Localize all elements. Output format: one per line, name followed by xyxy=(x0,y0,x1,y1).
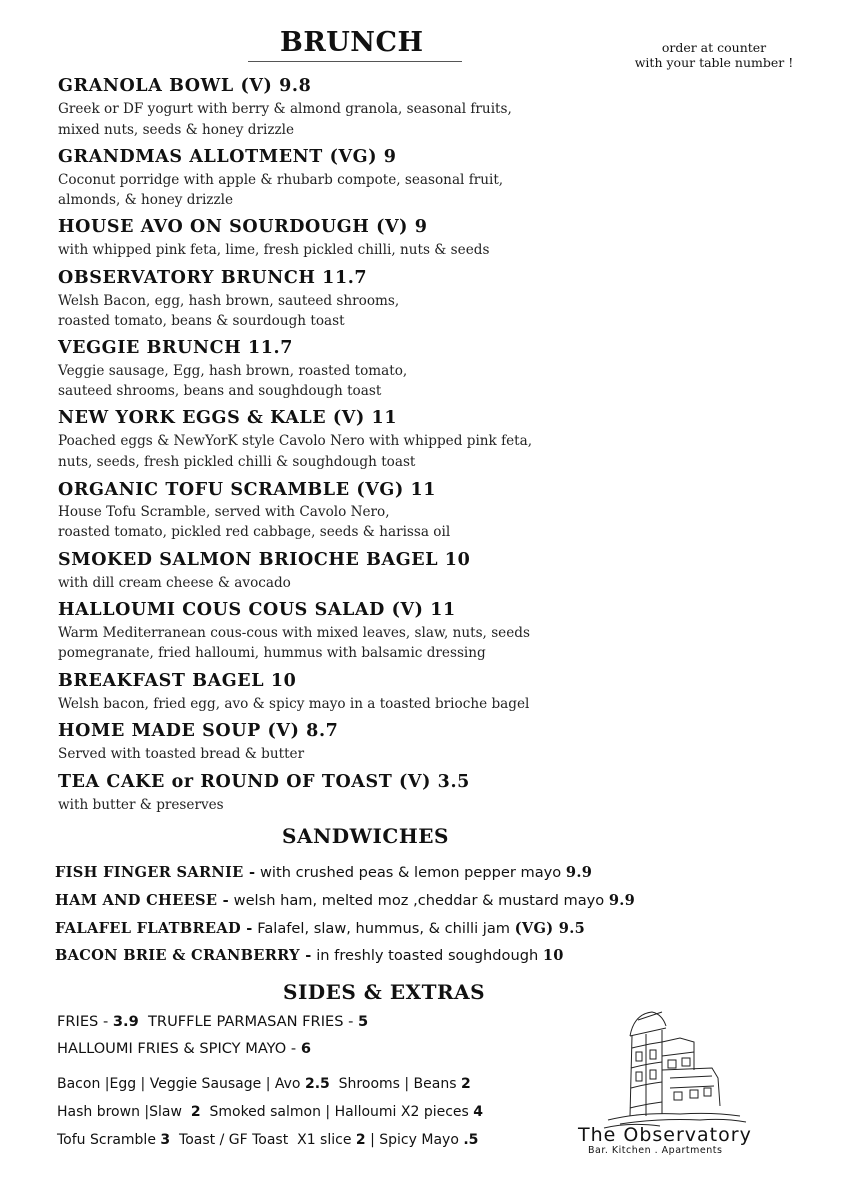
extra-price: .5 xyxy=(463,1132,479,1148)
side-label: FRIES - xyxy=(57,1013,113,1030)
item-name: VEGGIE BRUNCH 11.7 xyxy=(58,338,293,358)
item-desc: with butter & preserves xyxy=(58,797,224,813)
item-name: GRANDMAS ALLOTMENT (VG) 9 xyxy=(58,147,397,167)
order-note xyxy=(614,40,814,70)
logo-name: The Observatory xyxy=(578,1124,752,1146)
sandwich-tag: (VG) xyxy=(514,920,554,937)
sandwich-name: FALAFEL FLATBREAD - xyxy=(55,920,253,937)
item-desc: with whipped pink feta, lime, fresh pickled chilli, nuts & seeds xyxy=(58,242,490,258)
item-desc: House Tofu Scramble, served with Cavolo Nero, xyxy=(58,504,390,520)
extra-label: Bacon |Egg | Veggie Sausage | Avo xyxy=(57,1076,305,1092)
side-price: 3.9 xyxy=(112,1013,139,1030)
item-desc: roasted tomato, pickled red cabbage, seeds & harissa oil xyxy=(58,524,451,540)
sandwiches-title: SANDWICHES xyxy=(282,824,449,848)
extra-price: 4 xyxy=(473,1104,484,1120)
sandwich-price: 9.9 xyxy=(608,892,636,909)
item-desc: Veggie sausage, Egg, hash brown, roasted tomato, xyxy=(58,363,408,379)
extra-label: Toast / GF Toast X1 slice xyxy=(170,1132,356,1148)
item-desc: roasted tomato, beans & sourdough toast xyxy=(58,313,345,329)
item-desc: Warm Mediterranean cous-cous with mixed leaves, slaw, nuts, seeds xyxy=(58,625,530,641)
page-title: BRUNCH xyxy=(280,27,424,58)
item-name: OBSERVATORY BRUNCH 11.7 xyxy=(58,268,368,288)
item-name: TEA CAKE or ROUND OF TOAST (V) 3.5 xyxy=(58,772,470,792)
item-name: SMOKED SALMON BRIOCHE BAGEL 10 xyxy=(58,550,471,570)
item-desc: Welsh bacon, fried egg, avo & spicy mayo in a toasted brioche bagel xyxy=(58,696,530,712)
item-desc: mixed nuts, seeds & honey drizzle xyxy=(58,122,295,138)
item-desc: pomegranate, fried halloumi, hummus with balsamic dressing xyxy=(58,645,486,661)
sandwich-desc: Falafel, slaw, hummus, & chilli jam xyxy=(252,920,515,937)
item-desc: Served with toasted bread & butter xyxy=(58,746,305,762)
sandwich-item xyxy=(55,864,592,881)
extras-row xyxy=(57,1104,483,1120)
extra-label: Smoked salmon | Halloumi X2 pieces xyxy=(200,1104,474,1120)
item-name: HALLOUMI COUS COUS SALAD (V) 11 xyxy=(58,600,456,620)
logo-tagline: Bar. Kitchen . Apartments xyxy=(588,1145,723,1156)
item-name: GRANOLA BOWL (V) 9.8 xyxy=(58,76,312,96)
sandwich-item xyxy=(55,947,564,964)
extra-price: 3 xyxy=(160,1132,171,1148)
sandwich-name: FISH FINGER SARNIE - xyxy=(55,864,256,881)
extra-price: 2 xyxy=(355,1132,366,1148)
item-desc: Coconut porridge with apple & rhubarb compote, seasonal fruit, xyxy=(58,172,504,188)
item-desc: Poached eggs & NewYorK style Cavolo Nero with whipped pink feta, xyxy=(58,433,533,449)
extras-row xyxy=(57,1132,478,1148)
extra-label: | Spicy Mayo xyxy=(365,1132,464,1148)
sandwich-price: 10 xyxy=(542,947,564,964)
sides-row-fries xyxy=(57,1013,368,1030)
sandwich-price: 9.9 xyxy=(565,864,593,881)
sandwich-price: 9.5 xyxy=(553,920,586,937)
order-note-line1: order at counter xyxy=(661,40,767,55)
item-name: ORGANIC TOFU SCRAMBLE (VG) 11 xyxy=(58,480,437,500)
sides-row-halloumi xyxy=(57,1040,311,1057)
extra-label: Shrooms | Beans xyxy=(329,1076,461,1092)
extra-price: 2 xyxy=(460,1076,471,1092)
side-label: TRUFFLE PARMASAN FRIES - xyxy=(138,1013,359,1030)
item-name: HOME MADE SOUP (V) 8.7 xyxy=(58,721,339,741)
observatory-building-icon xyxy=(600,1008,750,1130)
order-note-line2: with your table number ! xyxy=(634,55,794,70)
extras-row xyxy=(57,1076,471,1092)
side-label: HALLOUMI FRIES & SPICY MAYO - xyxy=(57,1040,301,1057)
sandwich-desc: in freshly toasted soughdough xyxy=(311,947,543,964)
item-name: HOUSE AVO ON SOURDOUGH (V) 9 xyxy=(58,217,428,237)
item-desc: Welsh Bacon, egg, hash brown, sauteed shrooms, xyxy=(58,293,400,309)
title-underline xyxy=(248,61,462,62)
extra-label: Tofu Scramble xyxy=(57,1132,161,1148)
item-desc: Greek or DF yogurt with berry & almond granola, seasonal fruits, xyxy=(58,101,512,117)
side-price: 5 xyxy=(358,1013,369,1030)
sandwich-item xyxy=(55,892,635,909)
sandwich-desc: with crushed peas & lemon pepper mayo xyxy=(255,864,566,881)
item-desc: nuts, seeds, fresh pickled chilli & soughdough toast xyxy=(58,454,416,470)
extra-price: 2 xyxy=(190,1104,201,1120)
sandwich-desc: welsh ham, melted moz ,cheddar & mustard mayo xyxy=(229,892,609,909)
item-desc: with dill cream cheese & avocado xyxy=(58,575,291,591)
extra-label: Hash brown |Slaw xyxy=(57,1104,191,1120)
item-desc: almonds, & honey drizzle xyxy=(58,192,234,208)
side-price: 6 xyxy=(300,1040,311,1057)
item-name: BREAKFAST BAGEL 10 xyxy=(58,671,297,691)
sandwich-name: BACON BRIE & CRANBERRY - xyxy=(55,947,312,964)
sandwich-name: HAM AND CHEESE - xyxy=(55,892,229,909)
sandwich-item xyxy=(55,920,585,937)
item-name: NEW YORK EGGS & KALE (V) 11 xyxy=(58,408,398,428)
item-desc: sauteed shrooms, beans and soughdough toast xyxy=(58,383,382,399)
sides-title: SIDES & EXTRAS xyxy=(283,980,486,1004)
extra-price: 2.5 xyxy=(304,1076,330,1092)
